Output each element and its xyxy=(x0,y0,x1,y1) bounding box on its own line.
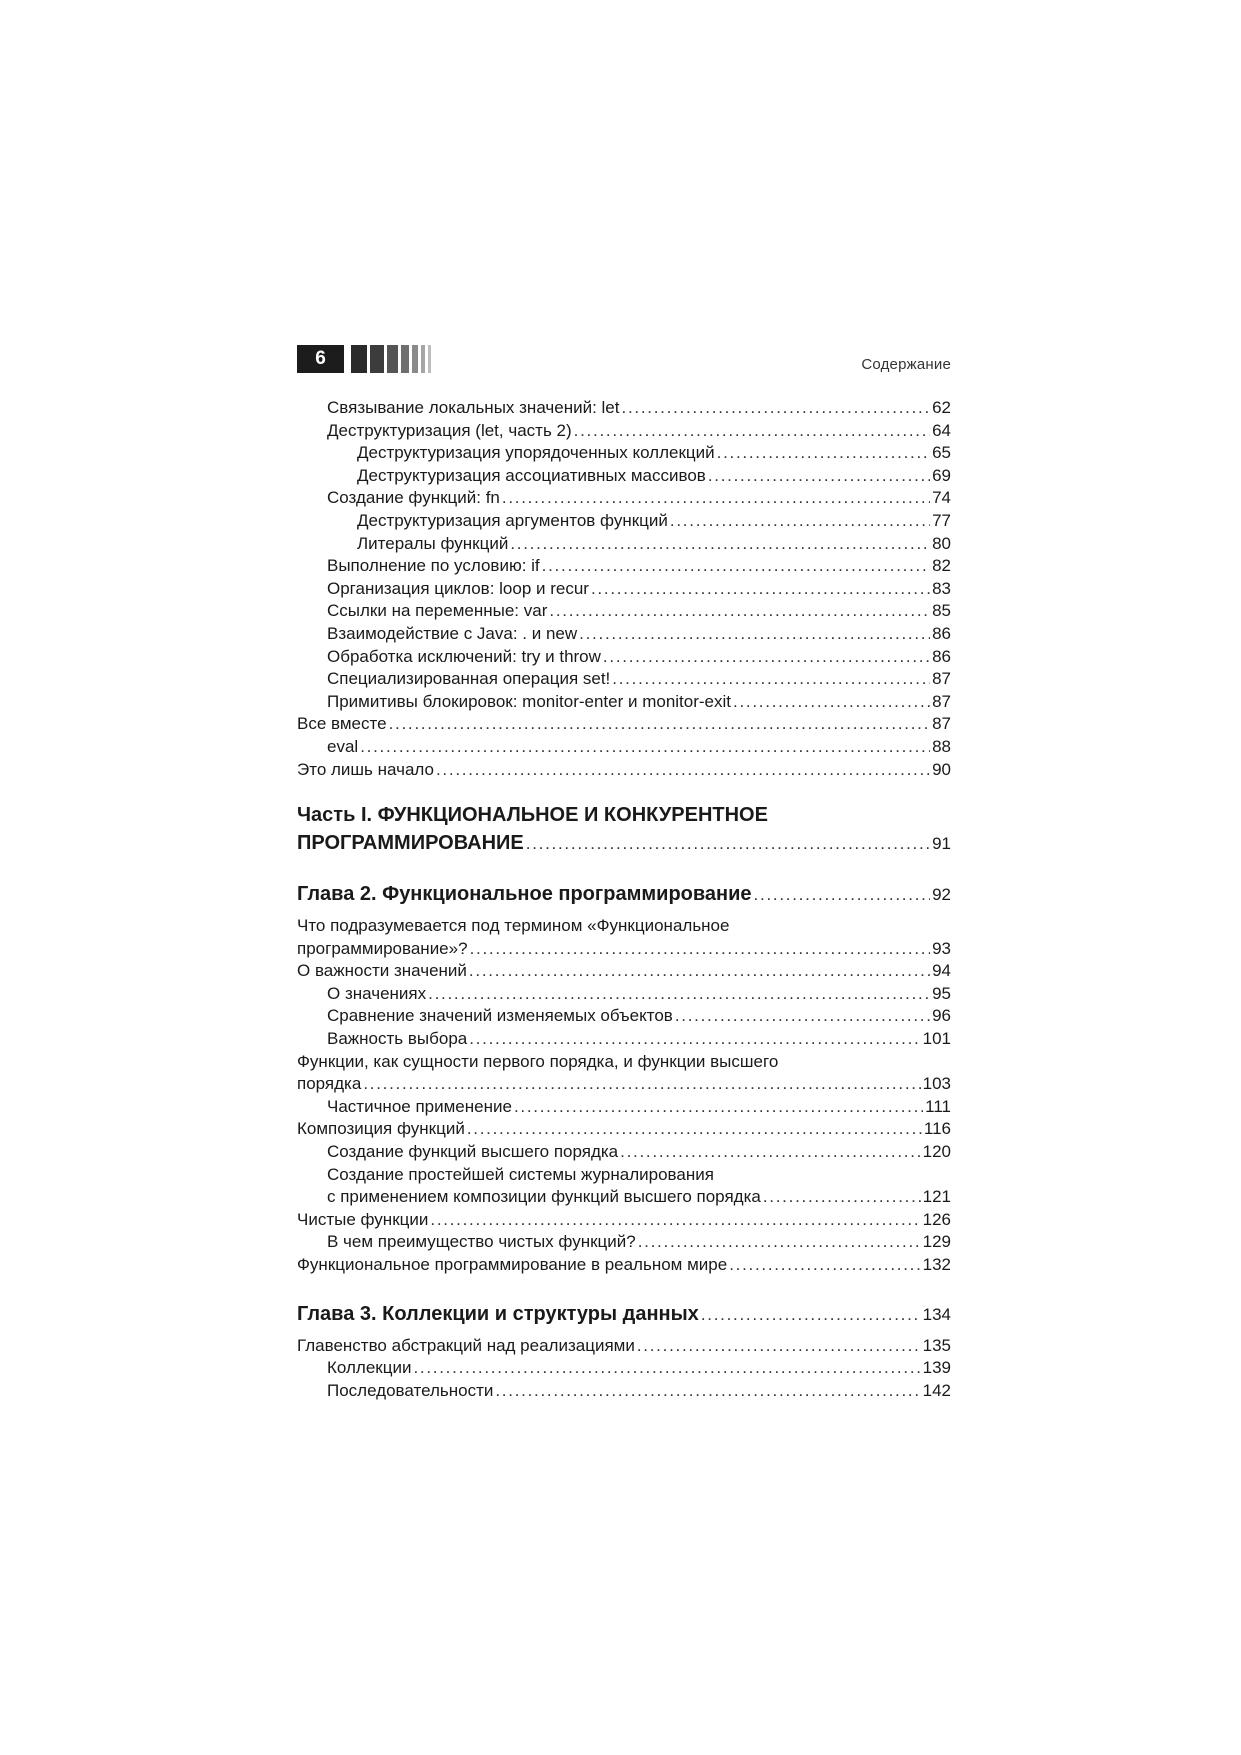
toc-entry: с применением композиции функций высшего порядка . . . 121 xyxy=(297,1186,951,1209)
toc-entry: Важность выбора . . . 101 xyxy=(297,1028,951,1051)
page-number: 6 xyxy=(297,345,344,373)
toc-entry: порядка . . . 103 xyxy=(297,1073,951,1096)
running-title: Содержание xyxy=(861,356,951,373)
toc-entry: Деструктуризация упорядоченных коллекций . . . 65 xyxy=(297,442,951,465)
toc-entry: Последовательности . . . 142 xyxy=(297,1380,951,1403)
toc-entry: Все вместе . . . 87 xyxy=(297,713,951,736)
toc-entry: Обработка исключений: try и throw . . . 86 xyxy=(297,646,951,669)
toc-entry-line: Создание простейшей системы журналирования xyxy=(327,1164,714,1184)
toc-entry: Создание функций: fn . . . 74 xyxy=(297,487,951,510)
toc-entry: Чистые функции . . . 126 xyxy=(297,1209,951,1232)
chapter-heading: Глава 3. Коллекции и структуры данных . . . 134 xyxy=(297,1299,951,1329)
toc-entry: Примитивы блокировок: monitor-enter и monitor-exit . . . 87 xyxy=(297,691,951,714)
toc-entry: Ссылки на переменные: var . . . 85 xyxy=(297,600,951,623)
page-header xyxy=(297,345,951,373)
chapter-heading: Глава 2. Функциональное программирование . . . 92 xyxy=(297,879,951,909)
toc-entry: Коллекции . . . 139 xyxy=(297,1357,951,1380)
toc-entry: Связывание локальных значений: let . . . 62 xyxy=(297,397,951,420)
toc-entry: Выполнение по условию: if . . . 82 xyxy=(297,555,951,578)
toc-entry: Организация циклов: loop и recur . . . 83 xyxy=(297,578,951,601)
toc-entry: Взаимодействие с Java: . и new . . . 86 xyxy=(297,623,951,646)
toc-entry: Сравнение значений изменяемых объектов . . . 96 xyxy=(297,1005,951,1028)
toc-entry: Деструктуризация аргументов функций . . . 77 xyxy=(297,510,951,533)
toc-entry: Литералы функций . . . 80 xyxy=(297,533,951,556)
toc-entry: eval . . . 88 xyxy=(297,736,951,759)
part-heading-line1: Часть I. ФУНКЦИОНАЛЬНОЕ И КОНКУРЕНТНОЕ xyxy=(297,804,768,827)
toc-entry: Функциональное программирование в реальном мире . . . 132 xyxy=(297,1254,951,1277)
table-of-contents xyxy=(297,397,951,1402)
toc-entry: В чем преимущество чистых функций? . . . 129 xyxy=(297,1231,951,1254)
toc-entry: Специализированная операция set! . . . 87 xyxy=(297,668,951,691)
part-heading: ПРОГРАММИРОВАНИЕ . . . 91 xyxy=(297,829,951,857)
toc-entry: Частичное применение . . . 111 xyxy=(297,1096,951,1119)
toc-entry: Деструктуризация ассоциативных массивов . . . 69 xyxy=(297,465,951,488)
toc-entry: программирование»? . . . 93 xyxy=(297,938,951,961)
toc-entry-line: Функции, как сущности первого порядка, и функции высшего xyxy=(297,1051,779,1071)
toc-entry: Главенство абстракций над реализациями . . . 135 xyxy=(297,1335,951,1358)
toc-entry: О важности значений . . . 94 xyxy=(297,960,951,983)
toc-entry-line: Что подразумевается под термином «Функциональное xyxy=(297,916,730,936)
toc-entry: Это лишь начало . . . 90 xyxy=(297,759,951,782)
toc-entry: Композиция функций . . . 116 xyxy=(297,1118,951,1141)
toc-entry: Деструктуризация (let, часть 2) . . . 64 xyxy=(297,420,951,443)
toc-entry: О значениях . . . 95 xyxy=(297,983,951,1006)
toc-entry: Создание функций высшего порядка . . . 120 xyxy=(297,1141,951,1164)
